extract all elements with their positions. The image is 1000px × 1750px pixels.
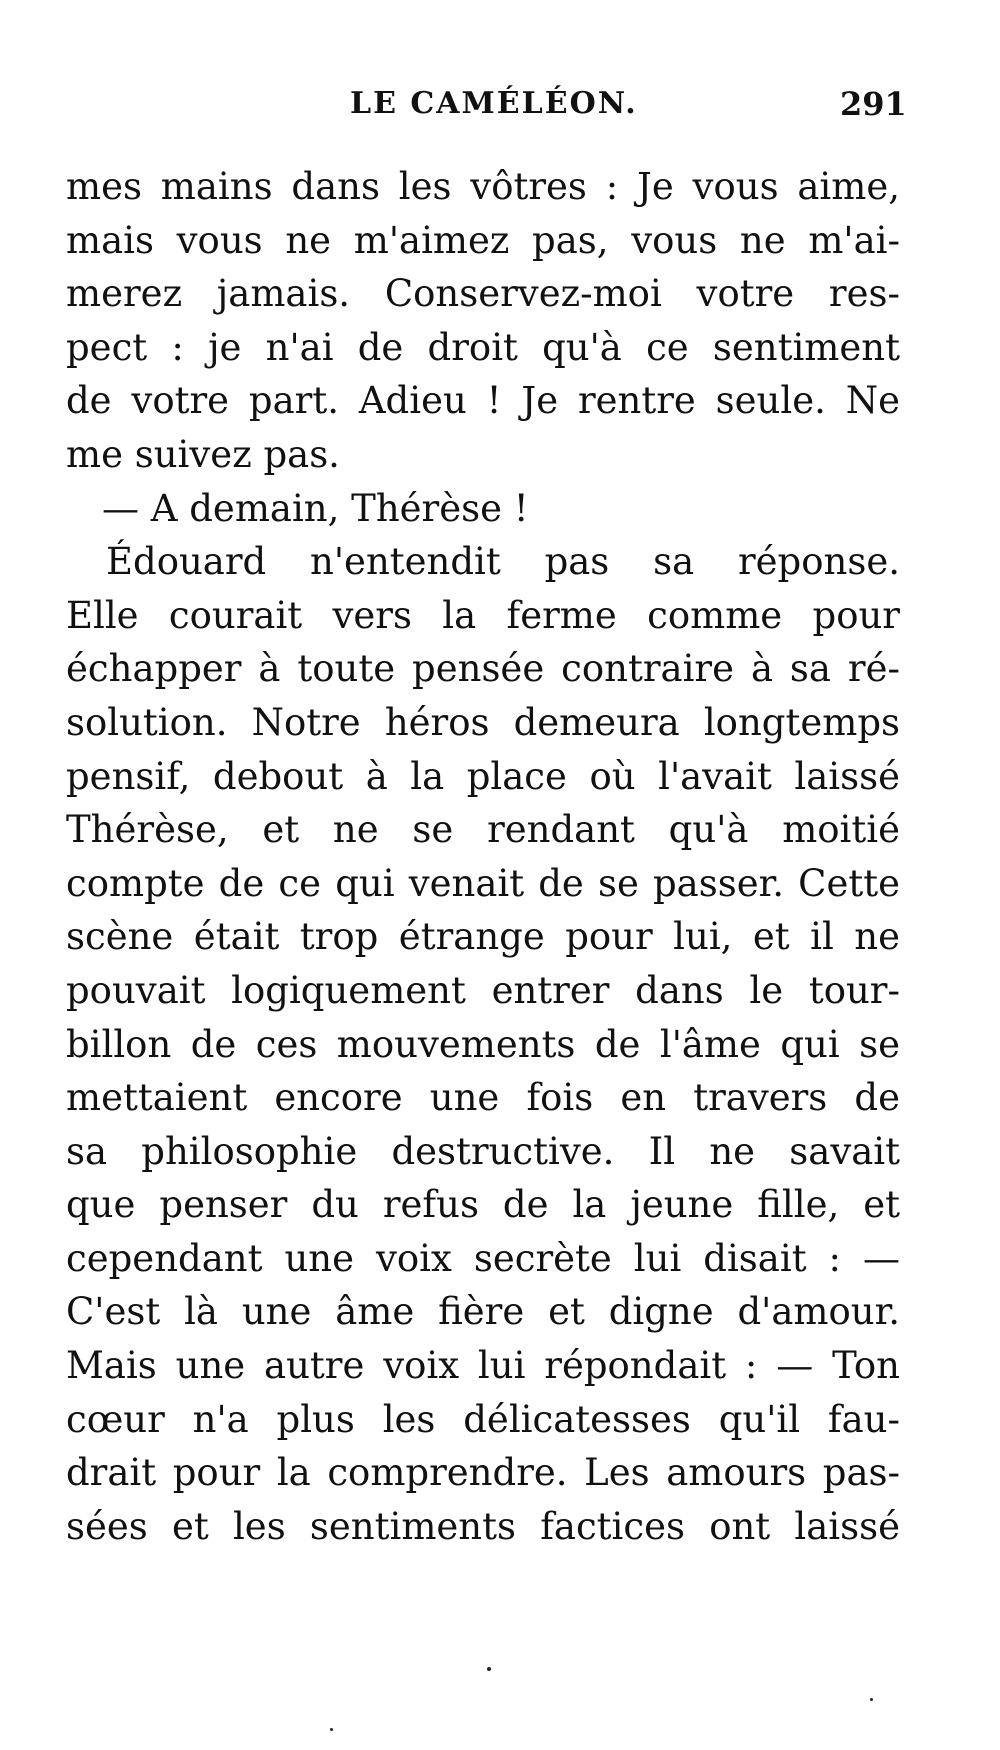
text-line: drait pour la comprendre. Les amours pas- <box>66 1451 900 1495</box>
running-head <box>0 84 1000 124</box>
text-line: échapper à toute pensée contraire à sa ré- <box>66 647 900 691</box>
text-line: C'est là une âme fière et digne d'amour. <box>66 1290 900 1334</box>
body-text <box>66 160 900 1553</box>
text-line: Thérèse, et ne se rendant qu'à moitié <box>66 808 900 852</box>
text-line: sées et les sentiments factices ont laissé <box>66 1504 900 1548</box>
text-line: que penser du refus de la jeune fille, et <box>66 1183 900 1227</box>
text-line: solution. Notre héros demeura longtemps <box>66 700 900 744</box>
text-line: scène était trop étrange pour lui, et il ne <box>66 915 900 959</box>
text-line: sa philosophie destructive. Il ne savait <box>66 1129 900 1173</box>
page-number: 291 <box>840 85 907 123</box>
text-line: pouvait logiquement entrer dans le tour- <box>66 968 900 1012</box>
text-line: pect : je n'ai de droit qu'à ce sentiment <box>66 325 900 369</box>
text-line: merez jamais. Conservez-moi votre res- <box>66 272 900 316</box>
text-line: cependant une voix secrète lui disait : — <box>66 1236 900 1280</box>
print-speck <box>487 1667 491 1671</box>
text-line: Elle courait vers la ferme comme pour <box>66 593 900 637</box>
text-line: mais vous ne m'aimez pas, vous ne m'ai- <box>66 218 900 262</box>
text-line: de votre part. Adieu ! Je rentre seule. Ne <box>66 379 900 423</box>
text-line: billon de ces mouvements de l'âme qui se <box>66 1022 900 1066</box>
dialogue-line: — A demain, Thérèse ! <box>102 486 529 530</box>
text-line: compte de ce qui venait de se passer. Cette <box>66 861 900 905</box>
text-line: mes mains dans les vôtres : Je vous aime, <box>66 165 900 208</box>
text-line: mettaient encore une fois en travers de <box>66 1076 900 1120</box>
text-line: pensif, debout à la place où l'avait laissé <box>66 754 900 798</box>
text-line: Mais une autre voix lui répondait : — Ton <box>66 1344 900 1388</box>
text-line: me suivez pas. <box>66 432 340 476</box>
paragraph-start-line: Édouard n'entendit pas sa réponse. <box>106 540 900 584</box>
print-speck <box>330 1728 333 1731</box>
text-line: cœur n'a plus les délicatesses qu'il fau- <box>66 1397 900 1441</box>
print-speck <box>870 1698 873 1701</box>
running-title: LE CAMÉLÉON. <box>350 86 638 121</box>
